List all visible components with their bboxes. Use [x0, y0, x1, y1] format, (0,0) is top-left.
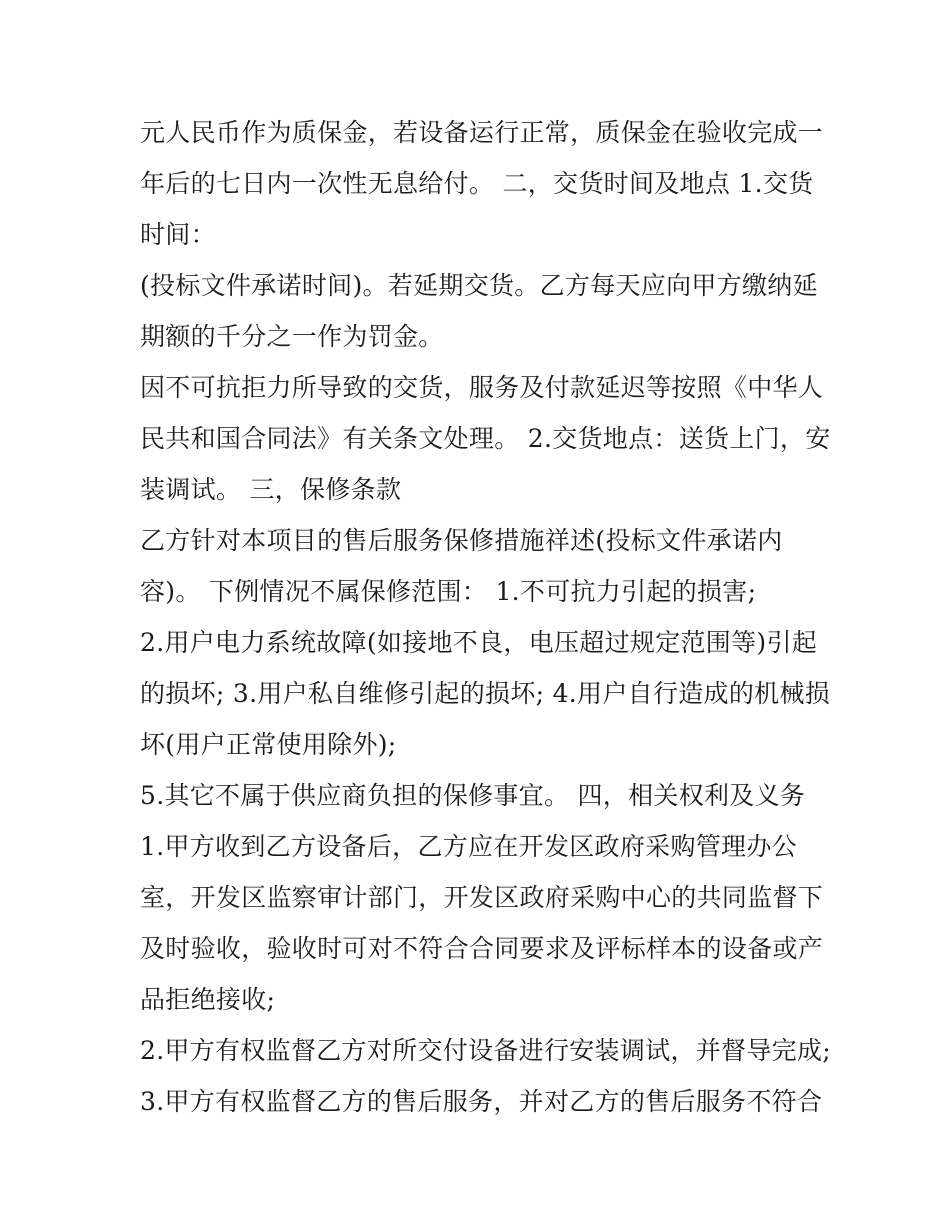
text-line: 期额的千分之一作为罚金。 — [140, 322, 444, 351]
text-line: 及时验收，验收时可对不符合合同要求及评标样本的设备或产 — [140, 934, 824, 963]
text-line: 的损坏; 3.用户私自维修引起的损坏; 4.用户自行造成的机械损 — [140, 679, 831, 708]
text-line: 因不可抗拒力所导致的交货，服务及付款延迟等按照《中华人 — [140, 373, 824, 402]
body-text — [140, 107, 830, 1127]
text-line: 装调试。 三，保修条款 — [140, 475, 402, 504]
text-line: 1.甲方收到乙方设备后，乙方应在开发区政府采购管理办公 — [140, 832, 797, 861]
text-line: 5.其它不属于供应商负担的保修事宜。 四，相关权利及义务 — [140, 781, 806, 810]
text-line: 容)。 下例情况不属保修范围： 1.不可抗力引起的损害; — [140, 577, 757, 606]
text-line: 时间： — [140, 220, 216, 249]
text-line: 民共和国合同法》有关条文处理。 2.交货地点：送货上门，安 — [140, 424, 831, 453]
text-line: 2.用户电力系统故障(如接地不良，电压超过规定范围等)引起 — [140, 628, 818, 657]
text-line: 2.甲方有权监督乙方对所交付设备进行安装调试，并督导完成; — [140, 1036, 831, 1065]
text-line: 坏(用户正常使用除外); — [140, 730, 397, 759]
text-line: 乙方针对本项目的售后服务保修措施祥述(投标文件承诺内 — [140, 526, 783, 555]
text-line: 元人民币作为质保金，若设备运行正常，质保金在验收完成一 — [140, 118, 824, 147]
text-line: 品拒绝接收; — [140, 985, 276, 1014]
text-line: 3.甲方有权监督乙方的售后服务，并对乙方的售后服务不符合 — [140, 1087, 823, 1116]
text-line: 室，开发区监察审计部门，开发区政府采购中心的共同监督下 — [140, 883, 824, 912]
text-line: (投标文件承诺时间)。若延期交货。乙方每天应向甲方缴纳延 — [140, 271, 818, 300]
text-line: 年后的七日内一次性无息给付。 二，交货时间及地点 1.交货 — [140, 169, 814, 198]
